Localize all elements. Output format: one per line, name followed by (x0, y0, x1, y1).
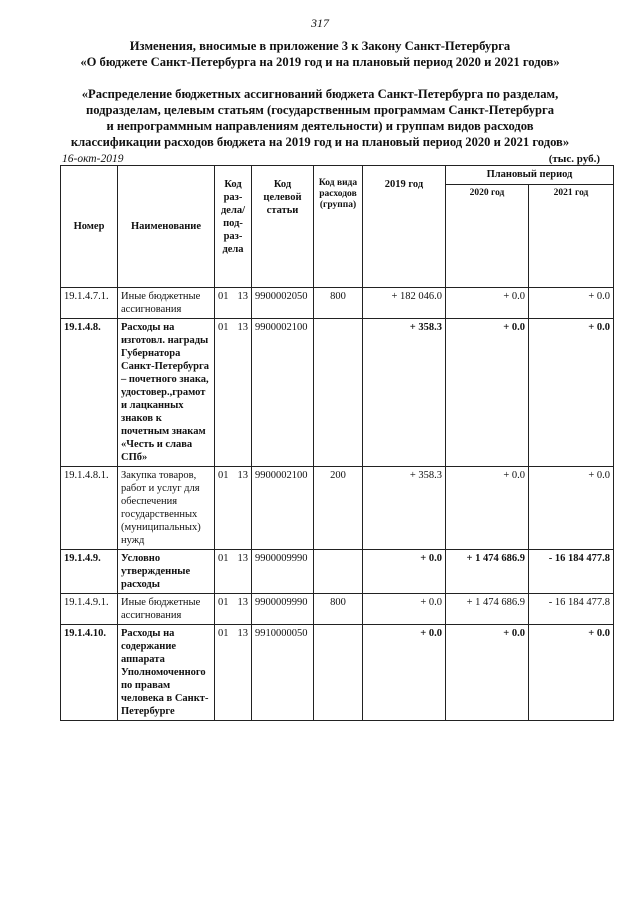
row-name: Расходы на изготовл. награды Губернатора Санкт-Петербурга – почетного знака, удостовер.,грамот и лацканных знаков к почетным знакам «Честь и слава СПб» (118, 319, 215, 467)
row-number: 19.1.4.8.1. (61, 467, 118, 550)
row-value-2020: + 0.0 (446, 319, 529, 467)
row-section-code (215, 594, 252, 625)
row-expense-type: 200 (314, 467, 363, 550)
header-planned-period: Плановый период (446, 166, 614, 185)
row-value-2019: + 0.0 (363, 550, 446, 594)
table-row (61, 625, 614, 721)
header-name: Наименование (118, 166, 215, 288)
row-number: 19.1.4.9. (61, 550, 118, 594)
row-target-code: 9900009990 (252, 594, 314, 625)
table-row (61, 319, 614, 467)
row-section-code (215, 550, 252, 594)
subsection-code: 13 (237, 628, 248, 639)
row-value-2021: + 0.0 (529, 625, 614, 721)
table-row (61, 550, 614, 594)
row-value-2019: + 182 046.0 (363, 288, 446, 319)
table-row (61, 467, 614, 550)
header-number: Номер (61, 166, 118, 288)
row-value-2021: + 0.0 (529, 467, 614, 550)
subtitle-line: классификации расходов бюджета на 2019 год и на плановый период 2020 и 2021 годов» (70, 135, 570, 149)
row-section-code (215, 625, 252, 721)
row-name: Иные бюджетные ассигнования (118, 594, 215, 625)
subtitle-line: и непрограммным направлениям деятельности) и группам видов расходов (106, 119, 534, 133)
section-code: 01 (218, 322, 229, 333)
section-code: 01 (218, 553, 229, 564)
row-section-code (215, 288, 252, 319)
row-expense-type (314, 550, 363, 594)
subsection-code: 13 (237, 322, 248, 333)
row-value-2020: + 0.0 (446, 467, 529, 550)
row-section-code (215, 319, 252, 467)
row-value-2019: + 0.0 (363, 594, 446, 625)
header-target: Код целевой статьи (252, 166, 314, 288)
subsection-code: 13 (237, 553, 248, 564)
row-expense-type: 800 (314, 288, 363, 319)
row-value-2020: + 1 474 686.9 (446, 594, 529, 625)
header-expense-type: Код вида расходов (группа) (314, 166, 363, 288)
row-value-2019: + 0.0 (363, 625, 446, 721)
row-number: 19.1.4.9.1. (61, 594, 118, 625)
table-header-row (61, 166, 614, 185)
header-2020: 2020 год (446, 185, 529, 288)
row-value-2021: - 16 184 477.8 (529, 594, 614, 625)
subsection-code: 13 (237, 291, 248, 302)
subsection-code: 13 (237, 470, 248, 481)
row-value-2020: + 0.0 (446, 288, 529, 319)
section-code: 01 (218, 597, 229, 608)
header-section: Код раз- дела/ под- раз- дела (215, 166, 252, 288)
row-target-code: 9900002100 (252, 467, 314, 550)
row-number: 19.1.4.10. (61, 625, 118, 721)
row-section-code (215, 467, 252, 550)
document-subtitle (40, 86, 600, 150)
header-2019: 2019 год (363, 166, 446, 288)
page-number: 317 (311, 16, 329, 30)
row-number: 19.1.4.8. (61, 319, 118, 467)
header-2021: 2021 год (529, 185, 614, 288)
subtitle-line: подразделам, целевым статьям (государственным программам Санкт-Петербурга (85, 103, 555, 117)
section-code: 01 (218, 628, 229, 639)
document-title (40, 38, 600, 70)
table-row (61, 288, 614, 319)
row-name: Иные бюджетные ассигнования (118, 288, 215, 319)
row-value-2021: - 16 184 477.8 (529, 550, 614, 594)
title-line: «О бюджете Санкт-Петербурга на 2019 год и на плановый период 2020 и 2021 годов» (80, 55, 560, 69)
table-row (61, 594, 614, 625)
row-value-2020: + 1 474 686.9 (446, 550, 529, 594)
row-value-2020: + 0.0 (446, 625, 529, 721)
row-target-code: 9900002050 (252, 288, 314, 319)
document-date: 16-окт-2019 (62, 153, 124, 165)
subtitle-line: «Распределение бюджетных ассигнований бюджета Санкт-Петербурга по разделам, (81, 87, 559, 101)
row-target-code: 9900002100 (252, 319, 314, 467)
row-expense-type (314, 319, 363, 467)
row-target-code: 9910000050 (252, 625, 314, 721)
title-line: Изменения, вносимые в приложение 3 к Закону Санкт-Петербурга (129, 39, 511, 53)
row-value-2019: + 358.3 (363, 319, 446, 467)
row-target-code: 9900009990 (252, 550, 314, 594)
subsection-code: 13 (237, 597, 248, 608)
row-value-2019: + 358.3 (363, 467, 446, 550)
row-number: 19.1.4.7.1. (61, 288, 118, 319)
row-expense-type (314, 625, 363, 721)
row-value-2021: + 0.0 (529, 288, 614, 319)
units-label: (тыс. руб.) (548, 153, 600, 165)
row-name: Условно утвержденные расходы (118, 550, 215, 594)
section-code: 01 (218, 291, 229, 302)
section-code: 01 (218, 470, 229, 481)
budget-table (60, 165, 614, 721)
row-name: Расходы на содержание аппарата Уполномоченного по правам человека в Санкт-Петербурге (118, 625, 215, 721)
row-name: Закупка товаров, работ и услуг для обеспечения государственных (муниципальных) нужд (118, 467, 215, 550)
row-value-2021: + 0.0 (529, 319, 614, 467)
row-expense-type: 800 (314, 594, 363, 625)
